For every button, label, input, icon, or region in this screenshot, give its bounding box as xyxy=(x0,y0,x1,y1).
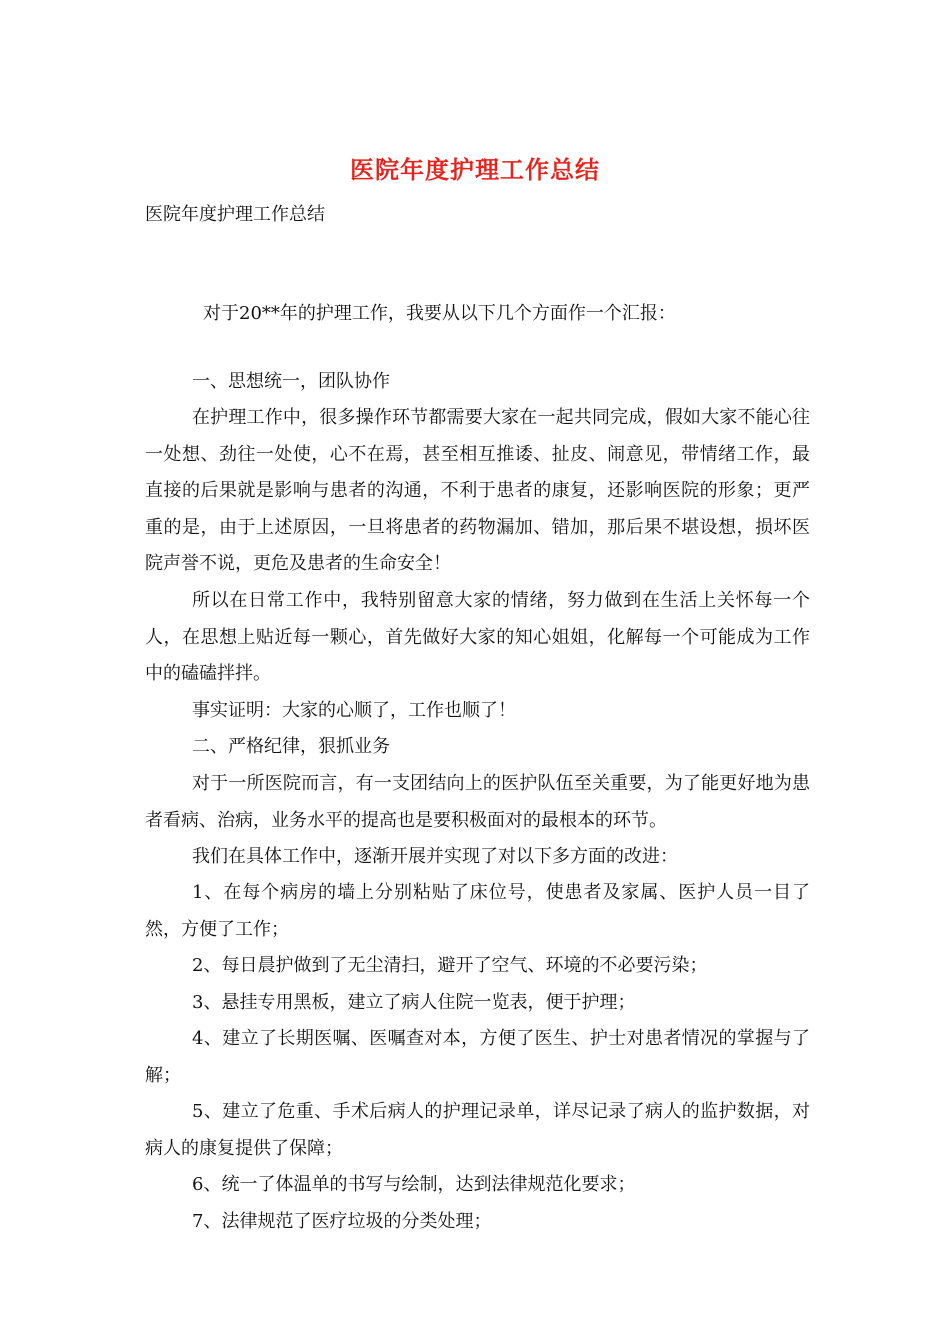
list-item: 2、每日晨护做到了无尘清扫，避开了空气、环境的不必要污染； xyxy=(192,955,708,976)
list-item: 5、建立了危重、手术后病人的护理记录单，详尽记录了病人的监护数据，对病人的康复提供了保障； xyxy=(145,1101,810,1159)
intro-paragraph: 对于20**年的护理工作，我要从以下几个方面作一个汇报： xyxy=(203,303,676,324)
section-heading-1: 一、思想统一，团队协作 xyxy=(192,371,390,392)
paragraph: 对于一所医院而言，有一支团结向上的医护队伍至关重要，为了能更好地为患者看病、治病，业务水平的提高也是要积极面对的最根本的环节。 xyxy=(145,773,810,831)
paragraph: 在护理工作中，很多操作环节都需要大家在一起共同完成，假如大家不能心往一处想、劲往一处使，心不在焉，甚至相互推诿、扯皮、闹意见，带情绪工作，最直接的后果就是影响与患者的沟通，不利于患者的康复，还影响医院的形象；更严重的是，由于上述原因，一旦将患者的药物漏加、错加，那后果不堪设想，损坏医院声誉不说，更危及患者的生命安全！ xyxy=(145,407,810,574)
list-item: 3、悬挂专用黑板，建立了病人住院一览表，便于护理； xyxy=(192,992,636,1013)
list-item: 7、法律规范了医疗垃圾的分类处理； xyxy=(192,1211,492,1232)
paragraph: 事实证明：大家的心顺了，工作也顺了！ xyxy=(192,700,516,721)
list-item: 1、在每个病房的墙上分别粘贴了床位号，使患者及家属、医护人员一目了然，方便了工作； xyxy=(145,882,810,940)
document-subtitle: 医院年度护理工作总结 xyxy=(145,204,325,225)
list-item: 4、建立了长期医嘱、医嘱查对本，方便了医生、护士对患者情况的掌握与了解； xyxy=(145,1028,810,1086)
document-title: 医院年度护理工作总结 xyxy=(350,155,600,184)
paragraph: 我们在具体工作中，逐渐开展并实现了对以下多方面的改进： xyxy=(192,846,678,867)
list-item: 6、统一了体温单的书写与绘制，达到法律规范化要求； xyxy=(192,1174,636,1195)
paragraph: 所以在日常工作中，我特别留意大家的情绪，努力做到在生活上关怀每一个人，在思想上贴近每一颗心，首先做好大家的知心姐姐，化解每一个可能成为工作中的磕磕拌拌。 xyxy=(145,590,810,684)
section-heading-2: 二、严格纪律，狠抓业务 xyxy=(192,736,390,757)
